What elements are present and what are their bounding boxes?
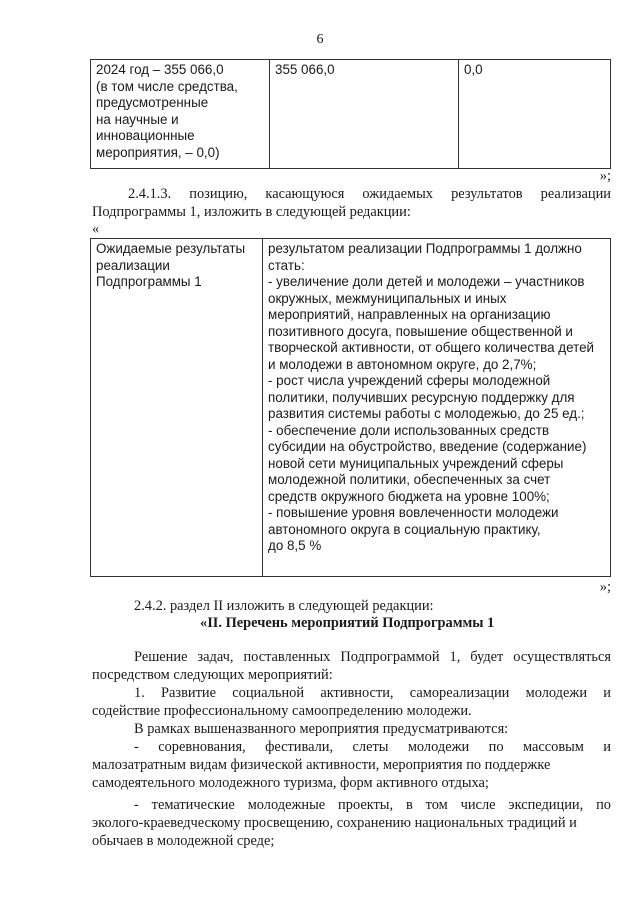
funding-line: предусмотренные — [96, 95, 209, 110]
body-p4-line1: - соревнования, фестивали, слеты молодежи по массовым и — [134, 739, 611, 755]
body-p5-line2: эколого-краеведческому просвещению, сохранению национальных традиций и — [92, 815, 577, 831]
result-line: субсидии на обустройство, введение (содержание) — [268, 439, 587, 454]
funding-line: 2024 год – 355 066,0 — [96, 62, 224, 77]
result-line: позитивного досуга, повышение общественной и — [268, 323, 573, 339]
page-number: 6 — [316, 32, 324, 47]
expected-results-label-lines — [96, 241, 257, 291]
body-p2-line2: содействие профессиональному самоопределению молодежи. — [92, 703, 472, 719]
body-p4-line3: самодеятельного молодежного туризма, форм активного отдыха; — [92, 775, 489, 791]
result-line: - рост числа учреждений сферы молодежной — [268, 373, 551, 388]
result-line: автономного округа в социальную практику, — [268, 521, 541, 537]
expected-results-text-lines — [268, 241, 605, 555]
body-p3: В рамках вышеназванного мероприятия предусматриваются: — [134, 721, 509, 737]
result-line: политики, получивших ресурсную поддержку для — [268, 389, 575, 405]
item-2-4-2: 2.4.2. раздел II изложить в следующей редакции: — [134, 598, 434, 614]
expected-results-table — [90, 238, 611, 577]
funding-total-cell: 355 066,0 — [270, 60, 459, 169]
result-line: новой сети муниципальных учреждений сферы — [268, 455, 564, 471]
funding-line: мероприятия, – 0,0) — [96, 144, 220, 160]
result-line: до 8,5 % — [268, 538, 322, 553]
result-line: - увеличение доли детей и молодежи – участников — [268, 274, 585, 289]
result-line: - обеспечение доли использованных средств — [268, 422, 550, 438]
body-p4-line2: малозатратным видам физической активности, мероприятия по поддержке — [92, 757, 551, 773]
body-p2-line1: 1. Развитие социальной активности, самореализации молодежи и — [134, 685, 611, 701]
expected-results-text-cell — [263, 239, 611, 577]
funding-year-cell — [91, 60, 270, 169]
funding-line: на научные и — [96, 111, 179, 127]
result-line: результатом реализации Подпрограммы 1 должно — [268, 241, 582, 256]
result-line: - повышение уровня вовлеченности молодежи — [268, 505, 559, 520]
result-line: стать: — [268, 257, 305, 273]
table-row — [91, 60, 611, 169]
quote-close-2: »; — [599, 579, 611, 595]
funding-year-lines — [96, 62, 264, 161]
quote-open-1: « — [92, 221, 100, 237]
result-line: мероприятий, направленных на организацию — [268, 307, 551, 322]
result-line: молодежной политики, обеспеченных за счет — [268, 472, 551, 487]
funding-line: (в том числе средства, — [96, 78, 238, 94]
item-2-4-1-3-line2: Подпрограммы 1, изложить в следующей редакции: — [92, 204, 411, 220]
result-line: творческой активности, от общего количества детей — [268, 340, 595, 355]
result-line: развития системы работы с молодежью, до 25 ед.; — [268, 406, 585, 421]
item-2-4-1-3-line1: 2.4.1.3. позицию, касающуюся ожидаемых результатов реализации — [128, 186, 611, 202]
label-line: реализации — [96, 257, 170, 273]
label-line: Ожидаемые результаты — [96, 241, 246, 256]
funding-table — [90, 59, 611, 169]
result-line: и молодежи в автономном округе, до 2,7%; — [268, 356, 537, 372]
funding-extra-cell: 0,0 — [459, 60, 611, 169]
section-heading: «II. Перечень мероприятий Подпрограммы 1 — [200, 615, 495, 631]
table-row — [91, 239, 611, 577]
funding-line: инновационные — [96, 128, 195, 143]
expected-results-label-cell — [91, 239, 263, 577]
body-p5-line3: обычаев в молодежной среде; — [92, 833, 275, 849]
body-p1-line2: посредством следующих мероприятий: — [92, 667, 333, 683]
body-p5-line1: - тематические молодежные проекты, в том числе экспедиции, по — [134, 797, 611, 813]
label-line: Подпрограммы 1 — [96, 274, 202, 289]
quote-close-1: »; — [599, 168, 611, 184]
result-line: окружных, межмуниципальных и иных — [268, 290, 507, 306]
result-line: средств окружного бюджета на уровне 100%; — [268, 488, 550, 504]
body-p1-line1: Решение задач, поставленных Подпрограммой 1, будет осуществляться — [134, 649, 611, 665]
